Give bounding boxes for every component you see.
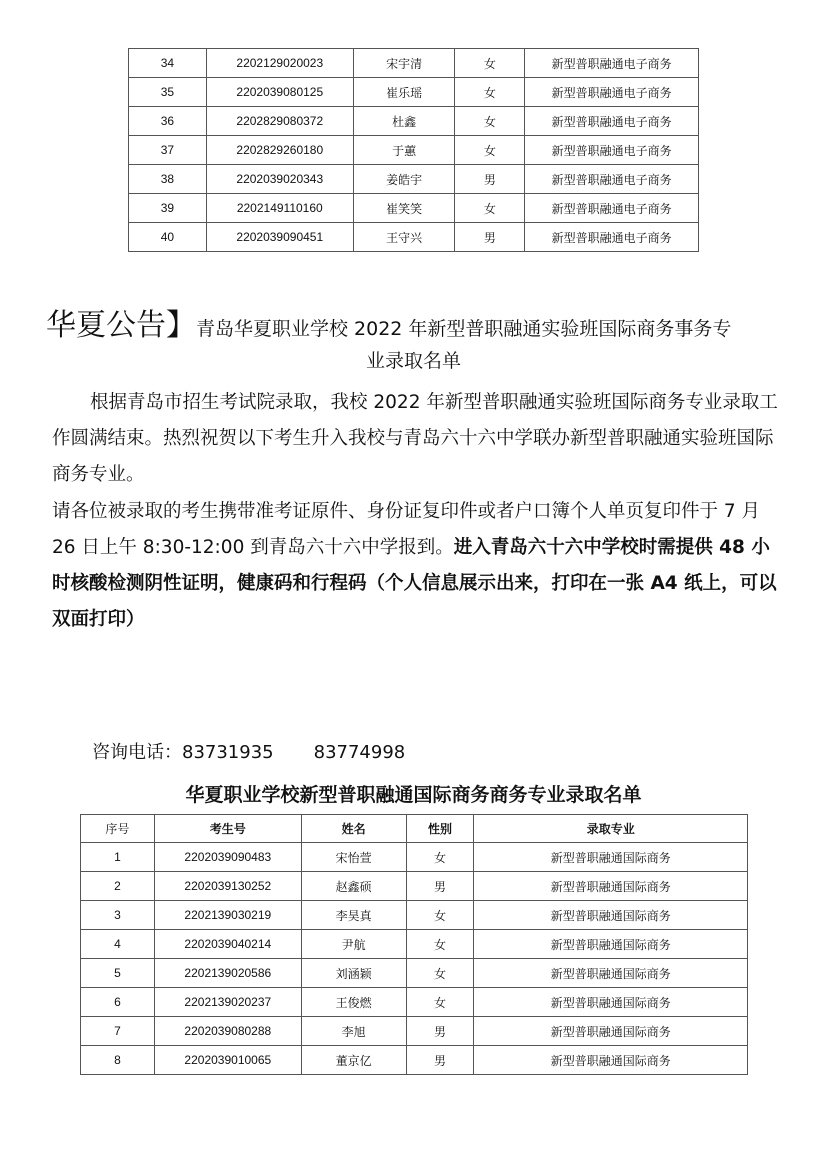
- phone-number-1: 83731935: [182, 742, 274, 763]
- table-row: [81, 1046, 748, 1075]
- student-name-cell: 宋宇清: [353, 49, 455, 78]
- row-number-cell: 35: [129, 78, 207, 107]
- student-name-cell: 崔笑笑: [353, 194, 455, 223]
- major-cell: 新型普职融通电子商务: [525, 223, 699, 252]
- exam-id-cell: 2202039020343: [206, 165, 353, 194]
- gender-cell: 女: [455, 107, 525, 136]
- gender-cell: 女: [406, 901, 474, 930]
- table-row: [129, 194, 699, 223]
- previous-admission-table-body: [129, 49, 699, 252]
- major-cell: 新型普职融通国际商务: [474, 959, 748, 988]
- exam-id-cell: 2202829080372: [206, 107, 353, 136]
- gender-cell: 女: [455, 49, 525, 78]
- exam-id-cell: 2202039010065: [154, 1046, 301, 1075]
- major-cell: 新型普职融通电子商务: [525, 107, 699, 136]
- gender-cell: 女: [406, 959, 474, 988]
- gender-cell: 男: [406, 872, 474, 901]
- major-cell: 新型普职融通电子商务: [525, 165, 699, 194]
- major-cell: 新型普职融通国际商务: [474, 930, 748, 959]
- gender-cell: 女: [406, 988, 474, 1017]
- row-number-cell: 3: [81, 901, 155, 930]
- admission-list-table-body: [81, 843, 748, 1075]
- major-cell: 新型普职融通国际商务: [474, 872, 748, 901]
- report-instructions: 请各位被录取的考生携带准考证原件、身份证复印件或者户口簿个人单页复印件于 7 月 26 日上午 8:30-12:00 到青岛六十六中学报到。: [52, 501, 761, 558]
- table-row: [81, 1017, 748, 1046]
- row-number-cell: 40: [129, 223, 207, 252]
- major-cell: 新型普职融通电子商务: [525, 194, 699, 223]
- table-row: [81, 872, 748, 901]
- row-number-cell: 34: [129, 49, 207, 78]
- major-cell: 新型普职融通国际商务: [474, 843, 748, 872]
- phone-number-2: 83774998: [313, 742, 406, 763]
- exam-id-cell: 2202139020586: [154, 959, 301, 988]
- student-name-cell: 姜皓宇: [353, 165, 455, 194]
- row-number-cell: 36: [129, 107, 207, 136]
- contact-phones: [92, 738, 405, 764]
- header-exam-id: 考生号: [154, 815, 301, 843]
- table-row: [81, 959, 748, 988]
- gender-cell: 女: [455, 78, 525, 107]
- row-number-cell: 39: [129, 194, 207, 223]
- exam-id-cell: 2202039090483: [154, 843, 301, 872]
- exam-id-cell: 2202039040214: [154, 930, 301, 959]
- admission-list-title: 华夏职业学校新型普职融通国际商务商务专业录取名单: [185, 784, 642, 806]
- table-row: [81, 843, 748, 872]
- major-cell: 新型普职融通国际商务: [474, 1017, 748, 1046]
- table-row: [81, 988, 748, 1017]
- row-number-cell: 5: [81, 959, 155, 988]
- student-name-cell: 王守兴: [353, 223, 455, 252]
- table-row: [129, 107, 699, 136]
- contact-label: 咨询电话：: [92, 742, 182, 763]
- admission-list-table: [80, 814, 748, 1075]
- gender-cell: 女: [455, 136, 525, 165]
- table-header-row: [81, 815, 748, 843]
- gender-cell: 男: [455, 223, 525, 252]
- student-name-cell: 赵鑫硕: [301, 872, 406, 901]
- major-cell: 新型普职融通电子商务: [525, 136, 699, 165]
- exam-id-cell: 2202139020237: [154, 988, 301, 1017]
- header-major: 录取专业: [474, 815, 748, 843]
- announcement-paragraph-1: 根据青岛市招生考试院录取，我校 2022 年新型普职融通实验班国际商务专业录取工作圆满结束。热烈祝贺以下考生升入我校与青岛六十六中学联办新型普职融通实验班国际商务专业。: [52, 392, 778, 485]
- gender-cell: 男: [406, 1046, 474, 1075]
- row-number-cell: 7: [81, 1017, 155, 1046]
- header-name: 姓名: [301, 815, 406, 843]
- exam-id-cell: 2202039130252: [154, 872, 301, 901]
- announcement-title-line1: 青岛华夏职业学校 2022 年新型普职融通实验班国际商务事务专: [196, 318, 732, 340]
- major-cell: 新型普职融通国际商务: [474, 901, 748, 930]
- previous-admission-table: [128, 48, 699, 252]
- student-name-cell: 王俊燃: [301, 988, 406, 1017]
- health-requirements: 进入青岛六十六中学校时需提供 48 小时核酸检测阴性证明，健康码和行程码（个人信息展示出来，打印在一张 A4 纸上，可以双面打印）: [52, 537, 777, 630]
- row-number-cell: 4: [81, 930, 155, 959]
- student-name-cell: 崔乐瑶: [353, 78, 455, 107]
- student-name-cell: 李旭: [301, 1017, 406, 1046]
- table-row: [129, 49, 699, 78]
- gender-cell: 女: [406, 843, 474, 872]
- gender-cell: 女: [406, 930, 474, 959]
- student-name-cell: 尹航: [301, 930, 406, 959]
- major-cell: 新型普职融通国际商务: [474, 988, 748, 1017]
- row-number-cell: 38: [129, 165, 207, 194]
- gender-cell: 女: [455, 194, 525, 223]
- announcement-title-line2: 业录取名单: [365, 350, 461, 372]
- gender-cell: 男: [455, 165, 525, 194]
- row-number-cell: 1: [81, 843, 155, 872]
- row-number-cell: 6: [81, 988, 155, 1017]
- announcement-paragraph-2: [52, 494, 782, 638]
- student-name-cell: 李昊真: [301, 901, 406, 930]
- table-row: [129, 223, 699, 252]
- table-row: [129, 136, 699, 165]
- announcement-title-prefix: 华夏公告】: [46, 308, 196, 343]
- header-gender: 性别: [406, 815, 474, 843]
- student-name-cell: 宋怡萱: [301, 843, 406, 872]
- table-row: [129, 165, 699, 194]
- student-name-cell: 杜鑫: [353, 107, 455, 136]
- row-number-cell: 2: [81, 872, 155, 901]
- announcement-title: [46, 300, 786, 344]
- table-row: [81, 901, 748, 930]
- exam-id-cell: 2202139030219: [154, 901, 301, 930]
- row-number-cell: 8: [81, 1046, 155, 1075]
- row-number-cell: 37: [129, 136, 207, 165]
- major-cell: 新型普职融通电子商务: [525, 49, 699, 78]
- exam-id-cell: 2202149110160: [206, 194, 353, 223]
- student-name-cell: 于蕙: [353, 136, 455, 165]
- table-row: [129, 78, 699, 107]
- major-cell: 新型普职融通国际商务: [474, 1046, 748, 1075]
- exam-id-cell: 2202039090451: [206, 223, 353, 252]
- major-cell: 新型普职融通电子商务: [525, 78, 699, 107]
- gender-cell: 男: [406, 1017, 474, 1046]
- exam-id-cell: 2202129020023: [206, 49, 353, 78]
- header-seq: 序号: [81, 815, 155, 843]
- exam-id-cell: 2202039080125: [206, 78, 353, 107]
- table-row: [81, 930, 748, 959]
- student-name-cell: 董京亿: [301, 1046, 406, 1075]
- student-name-cell: 刘涵颖: [301, 959, 406, 988]
- exam-id-cell: 2202829260180: [206, 136, 353, 165]
- exam-id-cell: 2202039080288: [154, 1017, 301, 1046]
